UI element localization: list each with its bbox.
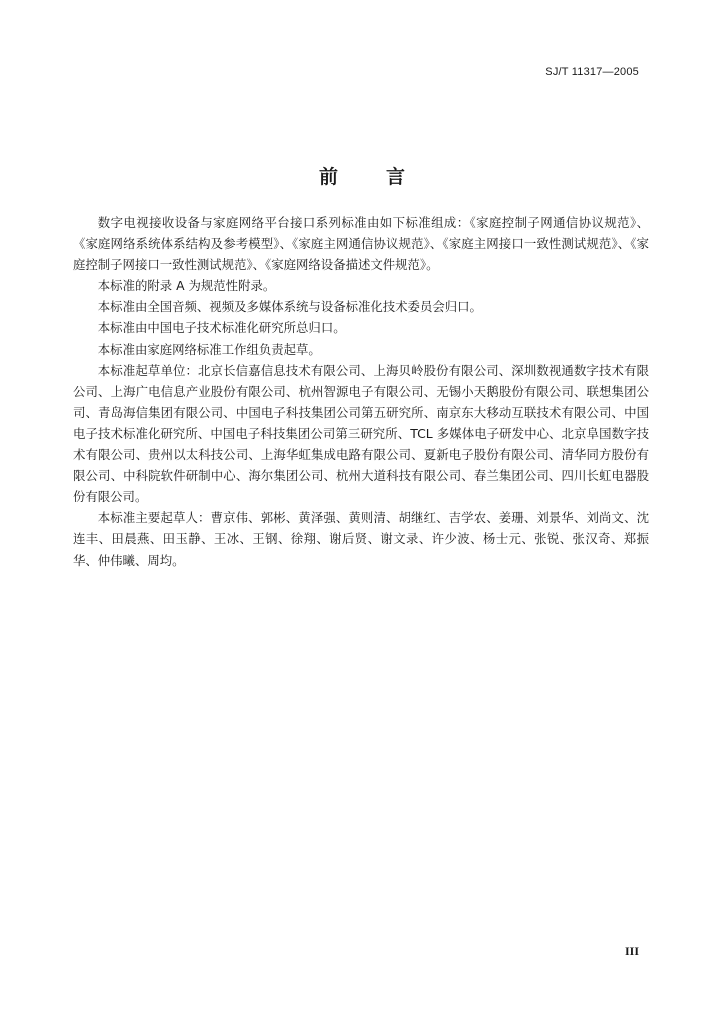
page-title <box>0 162 724 189</box>
foreword-body <box>73 212 649 571</box>
paragraph-committee: 本标准由全国音频、视频及多媒体系统与设备标准化技术委员会归口。 <box>97 299 482 315</box>
paragraph-drafting-group: 本标准由家庭网络标准工作组负责起草。 <box>97 341 321 357</box>
paragraph-appendix: 本标准的附录 A 为规范性附录。 <box>97 278 276 294</box>
paragraph-series-composition: 数字电视接收设备与家庭网络平台接口系列标准由如下标准组成：《家庭控制子网通信协议规范》、《家庭网络系统体系结构及参考模型》、《家庭主网通信协议规范》、《家庭主网接口一致性测试规范》、《家庭控制子网接口一致性测试规范》、《家庭网络设备描述文件规范》。 <box>73 215 649 273</box>
title-char-1: 前 <box>318 166 338 188</box>
paragraph-drafting-units: 本标准起草单位：北京长信嘉信息技术有限公司、上海贝岭股份有限公司、深圳数视通数字技术有限公司、上海广电信息产业股份有限公司、杭州智源电子有限公司、无锡小天鹅股份有限公司、联想集团公司、青岛海信集团有限公司、中国电子科技集团公司第五研究所、南京东大移动互联技术有限公司、中国电子技术标准化研究所、中国电子科技集团公司第三研究所、TCL 多媒体电子研发中心、北京阜国数字技术有限公司、贵州以太科技公司、上海华虹集成电路有限公司、夏新电子股份有限公司、清华同方股份有限公司、中科院软件研制中心、海尔集团公司、杭州大道科技有限公司、春兰集团公司、四川长虹电器股份有限公司。 <box>73 362 649 505</box>
paragraph-general-centralization: 本标准由中国电子技术标准化研究所总归口。 <box>97 320 346 336</box>
paragraph-drafters: 本标准主要起草人：曹京伟、郭彬、黄泽强、黄则清、胡继红、吉学农、姜珊、刘景华、刘尚文、沈连丰、田晨燕、田玉静、王冰、王钢、徐翔、谢后贤、谢文录、许少波、杨士元、张锐、张汉奇、郑振华、仲伟曦、周均。 <box>73 510 649 568</box>
title-char-2: 言 <box>386 166 406 188</box>
page-number: III <box>624 944 639 958</box>
standard-number: SJ/T 11317—2005 <box>545 66 639 78</box>
